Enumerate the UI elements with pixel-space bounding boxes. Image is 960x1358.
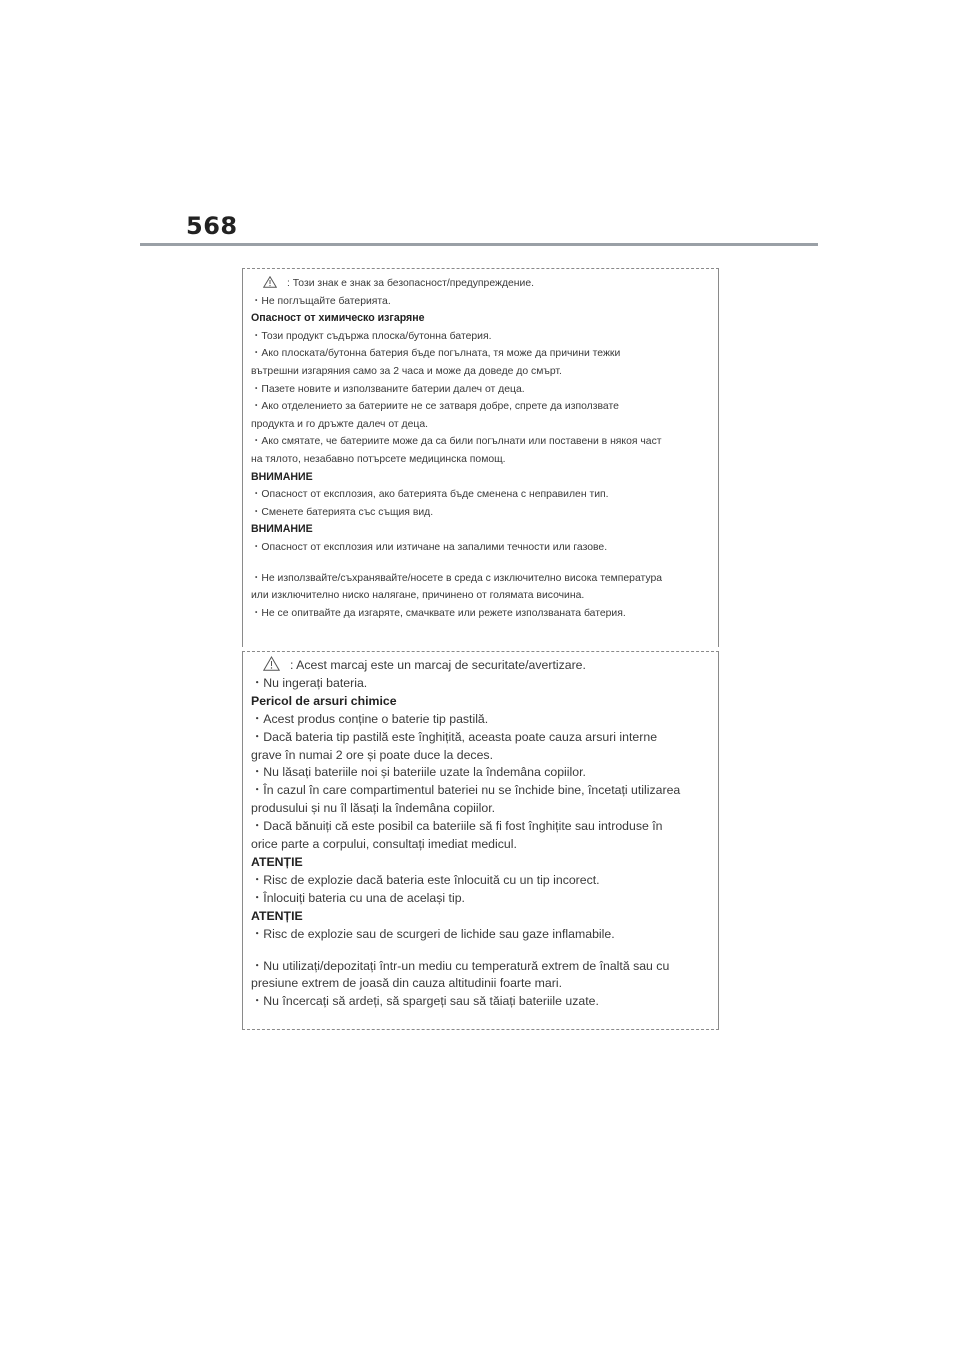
warning-triangle-icon: [263, 276, 277, 288]
ro-line: orice parte a corpului, consultați imediat medicul.: [251, 837, 517, 852]
ro-line: ・Nu ingerați bateria.: [251, 675, 368, 690]
ro-line: grave în numai 2 ore și poate duce la deces.: [251, 747, 493, 762]
bg-heading: ВНИМАНИЕ: [251, 523, 313, 536]
ro-heading: ATENȚIE: [251, 854, 303, 869]
bg-line: ・Сменете батерията със същия вид.: [251, 506, 434, 518]
ro-line: ・Nu încercați să ardeți, să spargeți sau să tăiați bateriile uzate.: [251, 994, 599, 1009]
bg-line: ・Не използвайте/съхранявайте/носете в среда с изключително висока температура: [251, 572, 663, 584]
bg-symbol-note: : Този знак е знак за безопасност/предупреждение.: [287, 278, 534, 289]
header-rule: [140, 243, 818, 246]
romanian-warning-label: [242, 651, 719, 1030]
bg-line: ・Опасност от експлозия или изтичане на запалими течности или газове.: [251, 541, 608, 553]
bg-line: или изключително ниско налягане, причинено от голямата височина.: [251, 590, 585, 602]
bg-line: ・Ако смятате, че батериите може да са били погълнати или поставени в някоя част: [251, 436, 662, 448]
bg-line: ・Опасност от експлозия, ако батерията бъде сменена с неправилен тип.: [251, 489, 609, 501]
ro-line: ・Dacă bănuiți că este posibil ca bateriile să fi fost înghițite sau introduse în: [251, 819, 663, 834]
ro-line: ・Înlocuiți bateria cu una de același tip.: [251, 890, 465, 905]
ro-heading: Pericol de arsuri chimice: [251, 693, 397, 708]
ro-symbol-note: : Acest marcaj este un marcaj de securitate/avertizare.: [290, 658, 586, 672]
ro-line: ・Risc de explozie dacă bateria este înlocuită cu un tip incorect.: [251, 872, 600, 887]
bg-line: ・Ако отделението за батериите не се затваря добре, спрете да използвате: [251, 401, 619, 413]
ro-spacer: [251, 944, 718, 958]
bg-line: продукта и го дръжте далеч от деца.: [251, 418, 428, 430]
bulgarian-warning-label: [242, 268, 719, 647]
page-number: 568: [186, 212, 238, 240]
bg-spacer: [251, 557, 718, 570]
bg-line: вътрешни изгаряния само за 2 часа и може да доведе до смърт.: [251, 365, 562, 377]
bg-line: ・Не се опитвайте да изгаряте, смачквате или режете използваната батерия.: [251, 607, 626, 619]
bg-line: ・Този продукт съдържа плоска/бутонна батерия.: [251, 330, 492, 342]
bg-line: на тялото, незабавно потърсете медицинска помощ.: [251, 453, 506, 465]
warning-triangle-icon: [263, 656, 280, 671]
ro-line: ・În cazul în care compartimentul bateriei nu se închide bine, încetați utilizarea: [251, 783, 681, 798]
ro-line: ・Acest produs conține o baterie tip pastilă.: [251, 711, 489, 726]
bg-heading: ВНИМАНИЕ: [251, 470, 313, 483]
ro-line: ・Dacă bateria tip pastilă este înghițită, aceasta poate cauza arsuri interne: [251, 729, 658, 744]
ro-symbol-line: [251, 656, 718, 675]
ro-line: ・Nu lăsați bateriile noi și bateriile uzate la îndemâna copiilor.: [251, 765, 586, 780]
ro-line: ・Risc de explozie sau de scurgeri de lichide sau gaze inflamabile.: [251, 926, 615, 941]
ro-line: presiune extrem de joasă din cauza altitudinii foarte mari.: [251, 976, 563, 991]
ro-line: ・Nu utilizați/depozitați într-un mediu cu temperatură extrem de înaltă sau cu: [251, 958, 670, 973]
bg-line: ・Пазете новите и използваните батерии далеч от деца.: [251, 383, 525, 395]
bg-symbol-line: [251, 275, 718, 293]
bg-line: ・Ако плоската/бутонна батерия бъде погълната, тя може да причини тежки: [251, 348, 621, 360]
ro-heading: ATENȚIE: [251, 908, 303, 923]
ro-line: produsului și nu îl lăsați la îndemâna copiilor.: [251, 801, 496, 816]
bg-heading: Опасност от химическо изгаряне: [251, 312, 425, 325]
bg-line: ・Не поглъщайте батерията.: [251, 295, 391, 307]
